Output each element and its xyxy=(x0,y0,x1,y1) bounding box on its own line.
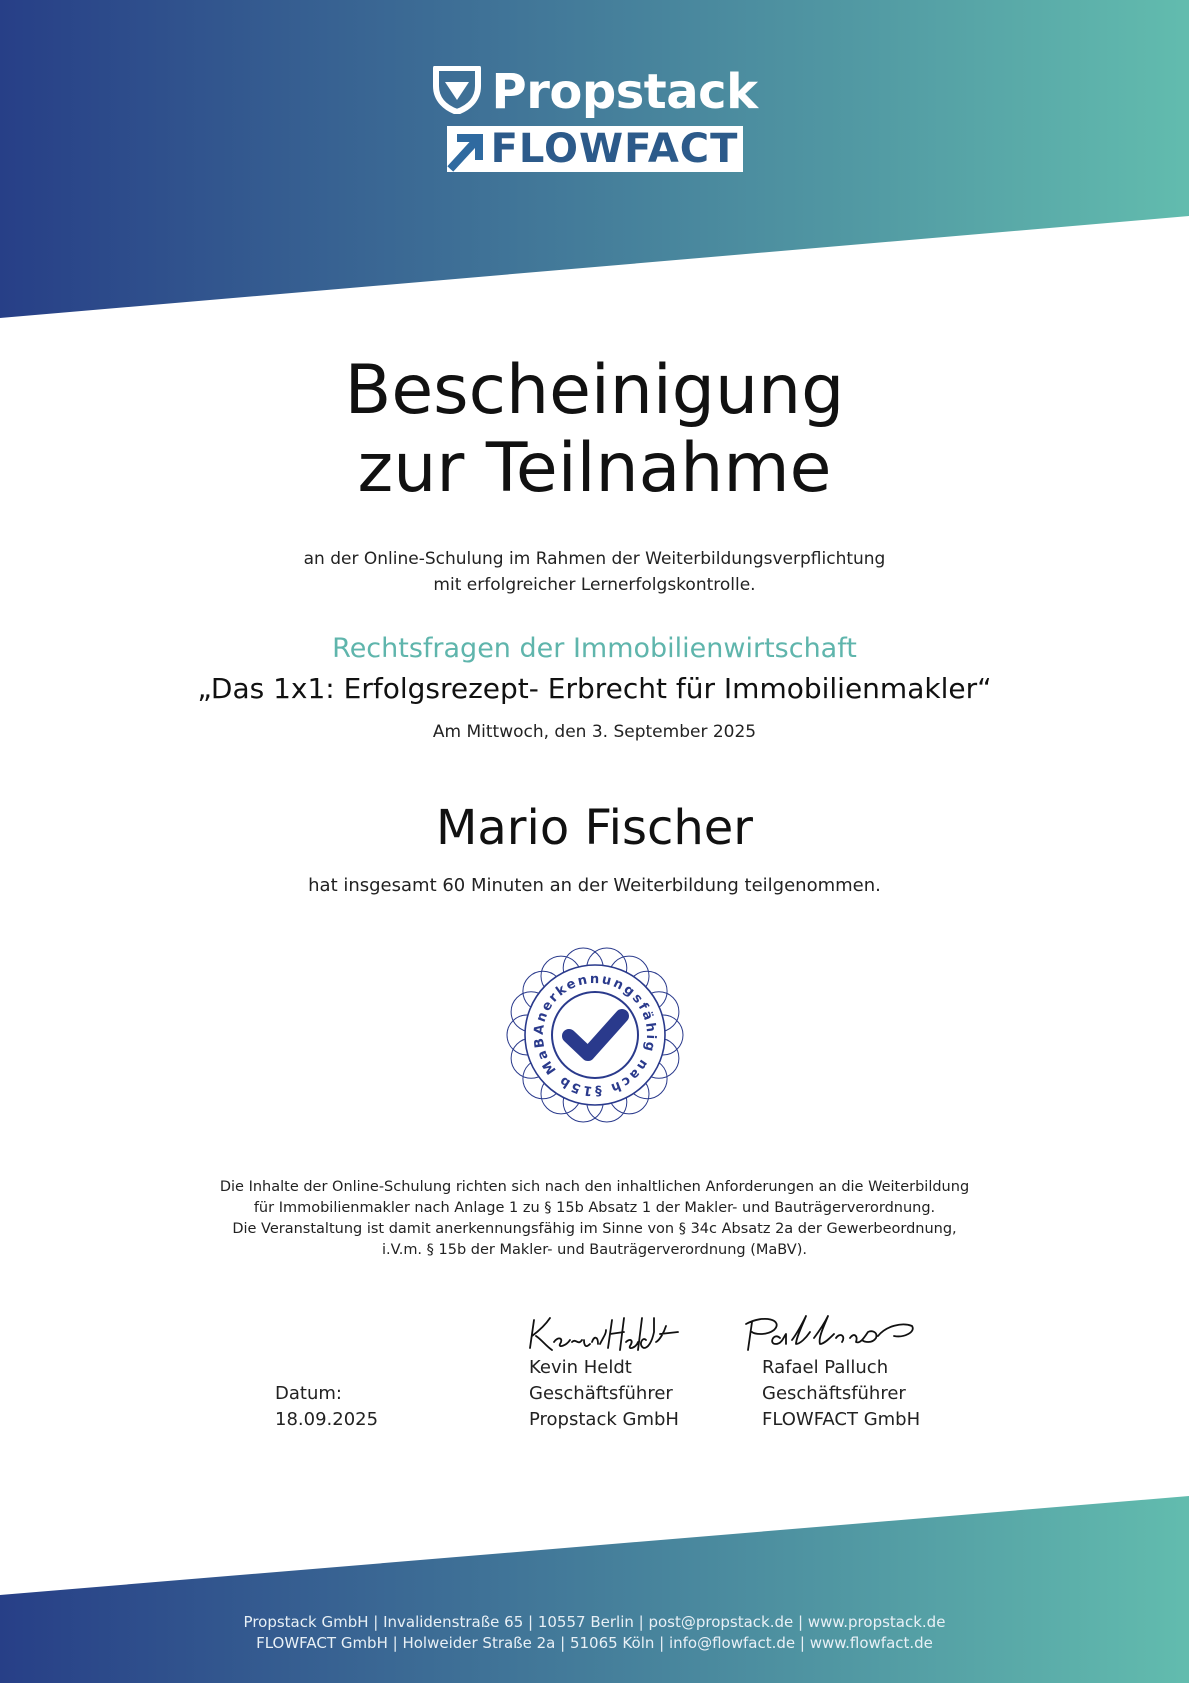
course-title: „Das 1x1: Erfolgsrezept- Erbrecht für Immobilienmakler“ xyxy=(197,672,992,705)
title-line-1: Bescheinigung xyxy=(344,351,845,430)
signer-1-block xyxy=(529,1355,679,1433)
participation-duration: hat insgesamt 60 Minuten an der Weiterbildung teilgenommen. xyxy=(308,875,881,896)
footer-band xyxy=(0,1490,1189,1683)
flowfact-wordmark: FLOWFACT xyxy=(487,126,743,172)
signer-1-role: Geschäftsführer xyxy=(529,1383,673,1404)
date-block xyxy=(275,1381,378,1433)
logo-group xyxy=(0,66,1189,172)
footer-line-flowfact: FLOWFACT GmbH | Holweider Straße 2a | 51065 Köln | info@flowfact.de | www.flowfact.de xyxy=(256,1634,933,1652)
date-label: Datum: xyxy=(275,1383,342,1404)
legal-line-4: i.V.m. § 15b der Makler- und Bauträgerverordnung (MaBV). xyxy=(382,1242,807,1258)
intro-line-1: an der Online-Schulung im Rahmen der Weiterbildungsverpflichtung xyxy=(303,549,886,569)
signer-1-company: Propstack GmbH xyxy=(529,1409,679,1430)
propstack-wordmark: Propstack xyxy=(491,64,758,120)
seal-text: Anerkennungsfähig nach §15b MaB xyxy=(531,971,659,1099)
recognition-seal xyxy=(504,944,686,1126)
legal-notice xyxy=(0,1177,1189,1261)
signer-2-role: Geschäftsführer xyxy=(762,1383,906,1404)
signature-rafael-palluch xyxy=(744,1312,916,1352)
flowfact-arrow-icon xyxy=(447,126,487,172)
legal-line-3: Die Veranstaltung ist damit anerkennungsfähig im Sinne von § 34c Absatz 2a der Gewerbeordnung, xyxy=(232,1221,957,1237)
course-date: Am Mittwoch, den 3. September 2025 xyxy=(432,722,757,742)
legal-line-1: Die Inhalte der Online-Schulung richten sich nach den inhaltlichen Anforderungen an die Weiterbildung xyxy=(219,1179,970,1195)
footer-contact xyxy=(0,1612,1189,1654)
footer-line-propstack: Propstack GmbH | Invalidenstraße 65 | 10557 Berlin | post@propstack.de | www.propstack.de xyxy=(243,1613,946,1631)
propstack-logo xyxy=(432,66,758,118)
intro-text xyxy=(0,546,1189,598)
intro-line-2: mit erfolgreicher Lernerfolgskontrolle. xyxy=(433,575,756,595)
course-category: Rechtsfragen der Immobilienwirtschaft xyxy=(332,633,857,664)
signer-2-name: Rafael Palluch xyxy=(762,1357,889,1378)
signer-1-name: Kevin Heldt xyxy=(529,1357,632,1378)
certificate-title xyxy=(0,352,1189,508)
legal-line-2: für Immobilienmakler nach Anlage 1 zu § 15b Absatz 1 der Makler- und Bauträgerverordnung. xyxy=(253,1200,936,1216)
signature-kevin-heldt xyxy=(528,1312,680,1354)
participant-name: Mario Fischer xyxy=(435,800,754,856)
signer-2-block xyxy=(762,1355,920,1433)
date-value: 18.09.2025 xyxy=(275,1409,379,1430)
flowfact-logo xyxy=(447,126,743,172)
propstack-shield-icon xyxy=(432,66,482,118)
signer-2-company: FLOWFACT GmbH xyxy=(762,1409,921,1430)
title-line-2: zur Teilnahme xyxy=(357,429,832,508)
